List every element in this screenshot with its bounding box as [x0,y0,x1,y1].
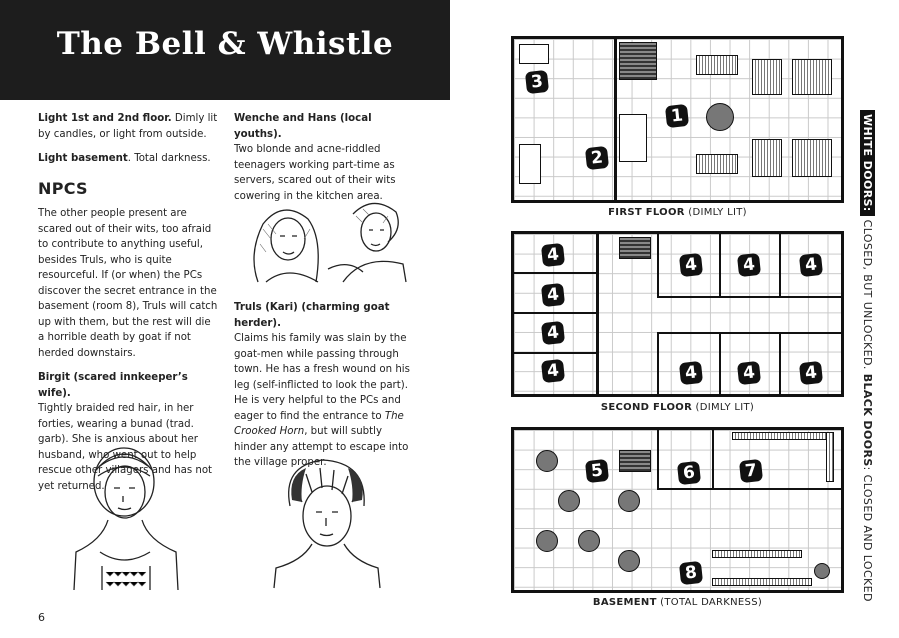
door-legend [861,110,874,630]
table [752,139,782,177]
light-floors-paragraph [38,111,218,142]
bar-counter [619,114,647,162]
stairs [619,42,657,80]
table [696,154,738,174]
wenche-paragraph [234,111,414,204]
basement-caption-rest: (TOTAL DARKNESS) [656,597,763,608]
pillar [618,550,640,572]
room-label-7: 7 [739,459,763,483]
wall [657,296,841,298]
page-title: The Bell & Whistle [56,26,394,62]
room-label-4: 4 [737,361,761,385]
truls-text: Claims his family was slain by the goat-men while passing through town. He has a fresh wound on his leg (self-inflicted to look the part). He is very helpful to the PCs and eager to find the entrance to [234,333,410,422]
shelf [732,432,832,440]
wall [657,332,841,334]
table [696,55,738,75]
wall [514,312,596,314]
wenche-label: Wenche and Hans (local youths). [234,113,372,140]
room-label-2: 2 [585,146,609,170]
wall [657,332,659,394]
first-floor-caption [511,207,844,218]
shelf [712,578,812,586]
second-floor-map [511,231,844,397]
black-doors-text: : CLOSED AND LOCKED [861,466,874,602]
page-number: 6 [38,611,45,624]
truls-text-end: , but will subtly hinder any attempt to escape into the village proper. [234,426,409,468]
first-floor-map [511,36,844,203]
birgit-label: Birgit (scared innkeeper’s wife). [38,372,188,399]
room-label-6: 6 [677,461,701,485]
wall [779,332,781,394]
shelf [712,550,802,558]
crooked-horn-title: The Crooked Horn [234,410,404,437]
bed [519,44,549,64]
round-table [706,103,734,131]
black-doors-label: BLACK DOORS [861,373,874,467]
table [752,59,782,95]
pillar [578,530,600,552]
second-floor-caption-bold: SECOND FLOOR [600,402,693,413]
room-label-4: 4 [541,359,565,383]
pillar [536,530,558,552]
room-label-4: 4 [679,253,703,277]
light-basement-label: Light basement [38,153,128,164]
wall [657,488,841,490]
table [792,59,832,95]
pillar [536,450,558,472]
room-label-4: 4 [799,253,823,277]
wenche-text: Two blonde and acne-riddled teenagers working part-time as servers, scared out of their wits cowering in the kitchen area. [234,144,396,202]
light-basement-text: . Total darkness. [127,153,211,164]
wall [779,234,781,296]
basement-caption [511,597,844,608]
room-label-4: 4 [737,253,761,277]
second-floor-caption-rest: (DIMLY LIT) [692,402,755,413]
first-floor-caption-rest: (DIMLY LIT) [684,207,747,218]
room-label-4: 4 [679,361,703,385]
pillar [558,490,580,512]
wall [514,352,596,354]
room-label-4: 4 [799,361,823,385]
stairs [619,450,651,472]
white-doors-tag: WHITE DOORS: [860,110,875,216]
pillar [814,563,830,579]
npcs-paragraph: The other people present are scared out of their wits, too afraid to contribute to anything useful, besides Truls, who is quite resourceful. If (or when) the PCs discover the secret entrance in the basement (room 8), Truls will catch up with them, but the rest will die a horrible death by goat if not herded downstairs. [38,208,218,359]
room-label-4: 4 [541,283,565,307]
truls-paragraph [234,300,414,471]
truls-portrait [272,456,382,590]
light-floors-label: Light 1st and 2nd floor. [38,113,172,124]
wall [657,234,659,296]
wall [719,234,721,296]
shelf [826,432,834,482]
room-label-8: 8 [679,561,703,585]
wall [614,39,617,200]
room-label-4: 4 [541,243,565,267]
white-doors-text: CLOSED, BUT UNLOCKED. [861,215,874,374]
birgit-text: Tightly braided red hair, in her forties, wearing a bunad (trad. garb). She is anxious about her husband, who went out to help rescue other villagers and has not yet returned. [38,403,213,492]
wall [712,430,714,488]
room-label-4: 4 [541,321,565,345]
light-basement-paragraph [38,151,218,167]
light-floors-text: Dimly lit by candles, or light from outside. [38,113,218,140]
stairs [619,237,651,259]
bed [519,144,541,184]
room-label-5: 5 [585,459,609,483]
truls-label: Truls (Kari) (charming goat herder). [234,302,390,329]
wall [657,430,659,488]
room-label-3: 3 [525,70,549,94]
basement-caption-bold: BASEMENT [592,597,657,608]
truls-block [234,300,414,480]
birgit-portrait [72,440,182,592]
wenche-hans-illustration [238,194,408,288]
wall [596,234,599,394]
wall [514,272,596,274]
table [792,139,832,177]
pillar [618,490,640,512]
wall [719,332,721,394]
second-floor-caption [511,402,844,413]
basement-map [511,427,844,593]
first-floor-caption-bold: FIRST FLOOR [608,207,685,218]
room-label-1: 1 [665,104,689,128]
npcs-heading: NPCS [38,178,88,198]
